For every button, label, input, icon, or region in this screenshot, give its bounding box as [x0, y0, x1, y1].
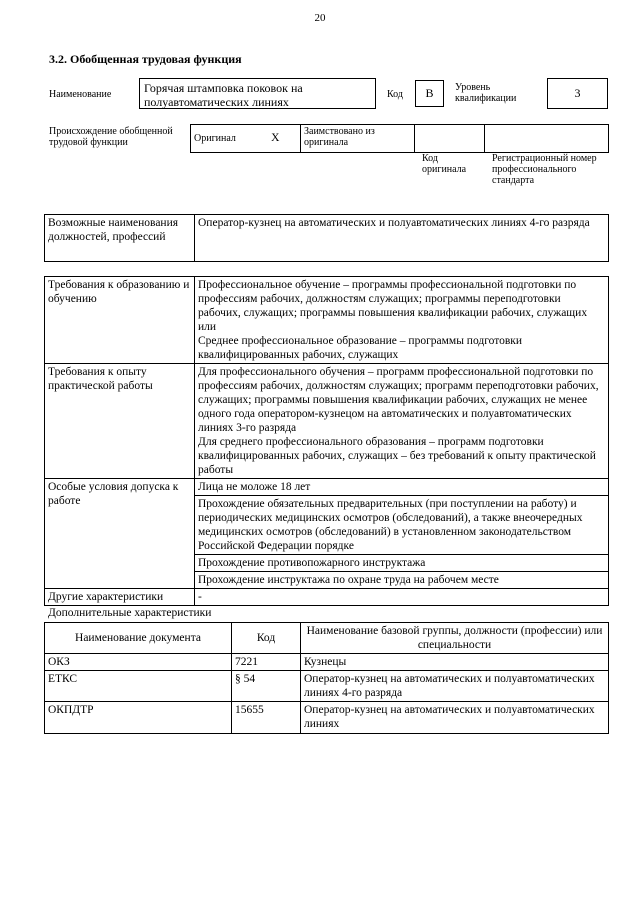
borrowed-label: Заимствовано из оригинала [301, 125, 415, 153]
row-document: ОКПДТР [45, 702, 232, 734]
col-header-document: Наименование документа [45, 623, 232, 654]
row-code: 15655 [232, 702, 301, 734]
reg-number-cell [485, 125, 609, 153]
other-label: Другие характеристики [45, 589, 195, 606]
education-value [195, 277, 609, 364]
positions-table [44, 214, 609, 262]
positions-value: Оператор-кузнец на автоматических и полуавтоматических линиях 4-го разряда [195, 215, 609, 262]
special-item: Прохождение инструктажа по охране труда на рабочем месте [195, 572, 609, 589]
code-label: Код [387, 89, 403, 100]
special-label: Особые условия допуска к работе [45, 479, 195, 589]
experience-line: Для среднего профессионального образования – программ подготовки квалифицированных рабочих, служащих – без требований к опыту практической работы [198, 436, 596, 476]
row-code: § 54 [232, 671, 301, 702]
other-value: - [195, 589, 609, 606]
table-row [45, 702, 609, 734]
original-label: Оригинал [191, 125, 251, 153]
education-label: Требования к образованию и обучению [45, 277, 195, 364]
origin-table [190, 124, 609, 153]
row-document: ОКЗ [45, 654, 232, 671]
original-mark: Х [251, 125, 301, 153]
reg-number-caption: Регистрационный номер профессионального стандарта [492, 153, 597, 186]
requirements-table [44, 276, 609, 606]
positions-label: Возможные наименования должностей, профессий [45, 215, 195, 262]
row-name: Оператор-кузнец на автоматических и полуавтоматических линиях [301, 702, 609, 734]
special-item: Прохождение обязательных предварительных (при поступлении на работу) и периодических медицинских осмотров (обследований), а также внеочередных медицинских осмотров (обследований) в установленном законодательством Российской Федерации порядке [195, 496, 609, 555]
origin-label: Происхождение обобщенной трудовой функции [49, 126, 173, 148]
row-name: Оператор-кузнец на автоматических и полуавтоматических линиях 4-го разряда [301, 671, 609, 702]
col-header-code: Код [232, 623, 301, 654]
education-line: или [198, 321, 217, 333]
experience-value [195, 364, 609, 479]
name-label: Наименование [49, 89, 112, 100]
experience-line: Для профессионального обучения – программ профессиональной подготовки по профессиям рабочих, должностям служащих; программ переподготовки рабочих, служащих; программы повышения квалификации рабочих, служащих не менее одного года оператором-кузнецом на автоматических и полуавтоматических линиях 3-го разряда [198, 366, 599, 434]
level-label: Уровень квалификации [455, 82, 517, 104]
code-original-caption: Код оригинала [422, 153, 467, 175]
row-code: 7221 [232, 654, 301, 671]
code-value: В [415, 80, 444, 107]
page-number: 20 [314, 12, 326, 24]
table-row [45, 654, 609, 671]
row-name: Кузнецы [301, 654, 609, 671]
name-value: Горячая штамповка поковок на полуавтоматических линиях [139, 78, 376, 109]
additional-title: Дополнительные характеристики [48, 607, 212, 619]
special-item: Прохождение противопожарного инструктажа [195, 555, 609, 572]
special-item: Лица не моложе 18 лет [195, 479, 609, 496]
experience-label: Требования к опыту практической работы [45, 364, 195, 479]
table-row [45, 671, 609, 702]
col-header-name: Наименование базовой группы, должности (профессии) или специальности [301, 623, 609, 654]
row-document: ЕТКС [45, 671, 232, 702]
education-line: Среднее профессиональное образование – программы подготовки квалифицированных рабочих, служащих [198, 335, 523, 361]
section-title: 3.2. Обобщенная трудовая функция [49, 52, 242, 66]
education-line: Профессиональное обучение – программы профессиональной подготовки по профессиям рабочих, должностям служащих; программы переподготовки рабочих, служащих; программы повышения квалификации рабочих, служащих [198, 279, 588, 319]
level-value: 3 [547, 78, 608, 109]
code-original-cell [415, 125, 485, 153]
classifier-table [44, 622, 609, 734]
